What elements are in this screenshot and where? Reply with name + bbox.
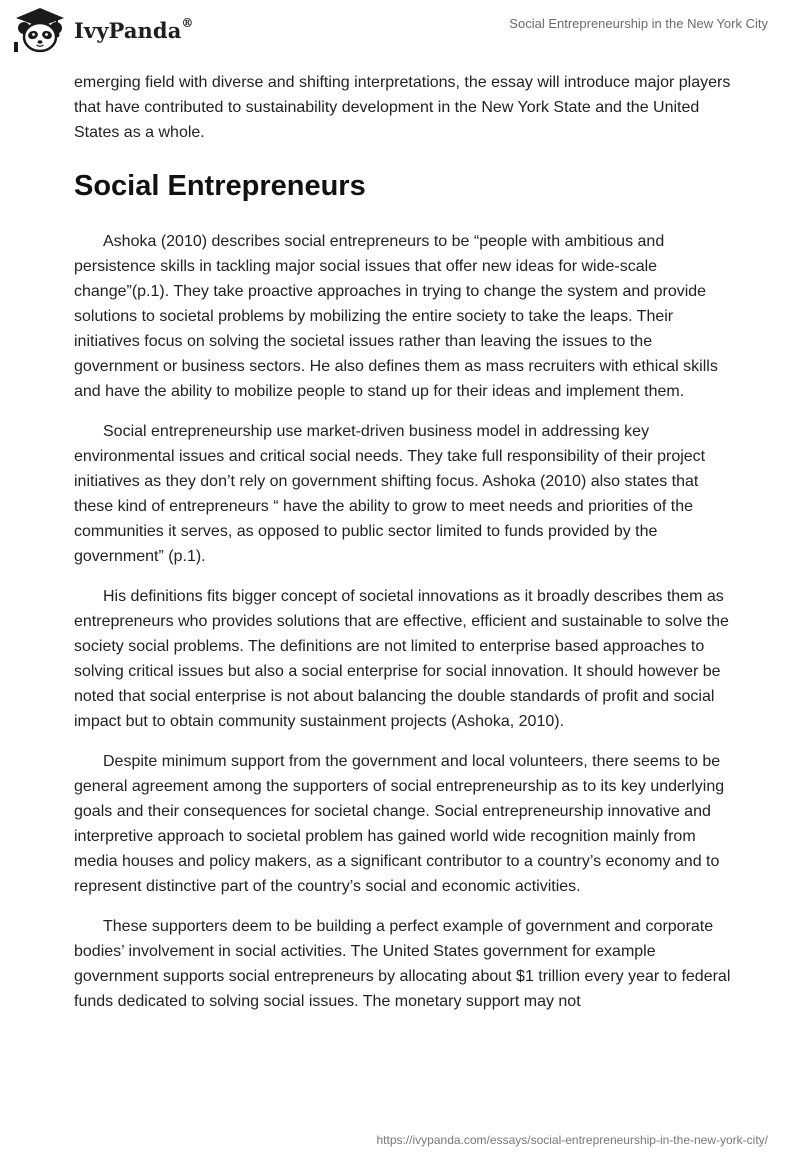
intro-paragraph: emerging field with diverse and shifting interpretations, the essay will introduce major players that have contributed to sustainability development in the New York State and the United States as a whole. [74,74,731,141]
paragraph: Ashoka (2010) describes social entrepreneurs to be “people with ambitious and persistence skills in tackling major social issues that offer new ideas for wide-scale change”(p.1). They take proactive approaches in trying to change the system and provide solutions to societal problems by mobilizing the entire society to take the leaps. Their initiatives focus on solving the societal issues rather than leaving the issues to the government or business sectors. He also defines them as mass recruiters with ethical skills and have the ability to mobilize people to stand up for their ideas and implement them. [74,233,718,400]
paragraph: Despite minimum support from the government and local volunteers, there seems to be general agreement among the supporters of social entrepreneurship as to its key underlying goals and their consequences for societal change. Social entrepreneurship innovative and interpretive approach to societal problem has gained world wide recognition mainly from media houses and policy makers, as a significant contributor to a country’s economy and to represent distinctive part of the country’s social and economic activities. [74,753,725,895]
paragraph: These supporters deem to be building a perfect example of government and corporate bodies’ involvement in social activities. The United States government for example government supports social entrepreneurs by allocating about $1 trillion every year to federal funds dedicated to solving social issues. The monetary support may not [74,918,731,1010]
panda-graduate-logo-icon [12,6,68,54]
document-title: Social Entrepreneurship in the New York City [509,16,768,31]
section-heading: Social Entrepreneurs [74,170,366,202]
article-body [74,70,734,1029]
page-header [0,0,800,66]
ivypanda-logo[interactable] [12,6,194,54]
brand-name: IvyPanda® [74,15,194,43]
paragraph: Social entrepreneurship use market-driven business model in addressing key environmental issues and critical social needs. They take full responsibility of their project initiatives as they don’t rely on government shifting focus. Ashoka (2010) also states that these kind of entrepreneurs “ have the ability to grow to meet needs and priorities of the communities it serves, as opposed to public sector limited to funds provided by the government” (p.1). [74,423,706,565]
source-url[interactable]: https://ivypanda.com/essays/social-entrepreneurship-in-the-new-york-city/ [376,1133,768,1147]
paragraph: His definitions fits bigger concept of societal innovations as it broadly describes them as entrepreneurs who provides solutions that are effective, efficient and sustainable to solve the society social problems. The definitions are not limited to enterprise based approaches to solving critical issues but also a social enterprise for social innovation. It should however be noted that social enterprise is not about balancing the double standards of profit and social impact but to obtain community sustainment projects (Ashoka, 2010). [74,588,729,730]
